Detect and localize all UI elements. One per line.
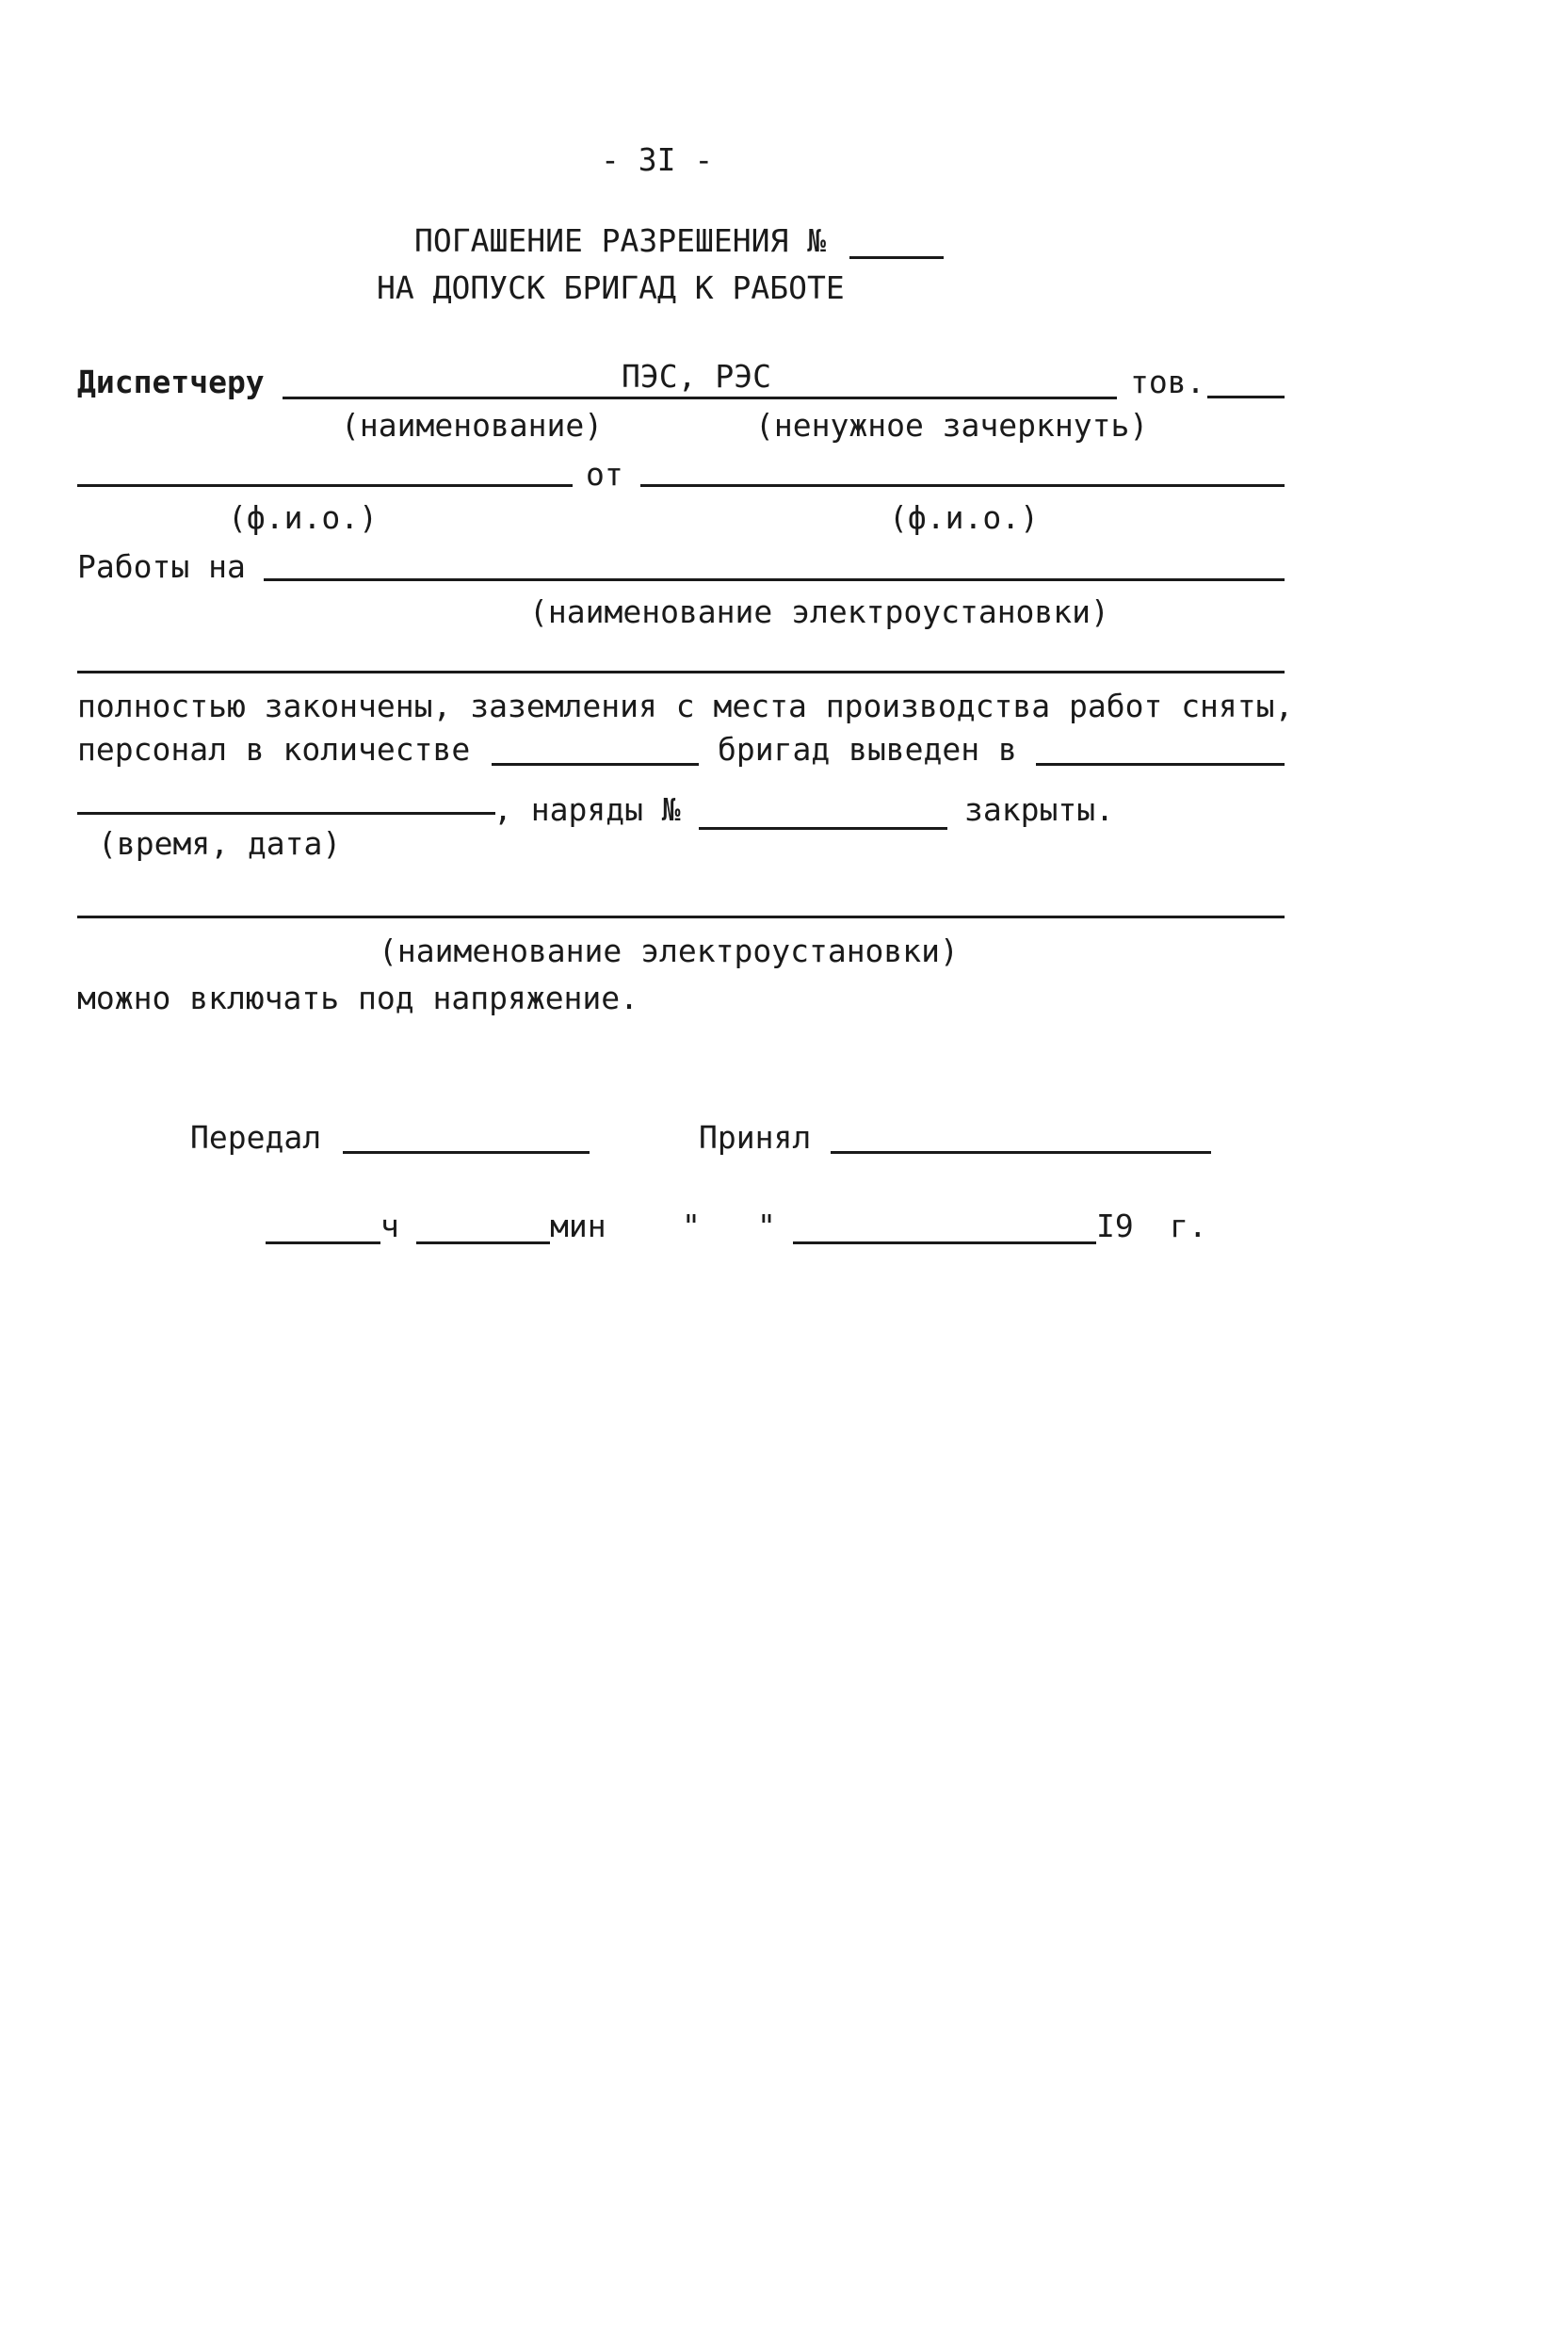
- minutes-label: мин: [550, 1208, 606, 1244]
- received-signature-blank[interactable]: [831, 1151, 1211, 1154]
- personnel-count-label: персонал в количестве: [77, 731, 471, 768]
- caption-installation: (наименование электроустановки): [529, 593, 1109, 630]
- brigades-out-blank[interactable]: [1036, 763, 1285, 766]
- caption-fio-right: (ф.и.о.): [889, 499, 1039, 536]
- date-blank[interactable]: [793, 1241, 1096, 1244]
- sender-fio-blank[interactable]: [640, 484, 1285, 487]
- orders-label: , наряды №: [493, 791, 681, 828]
- final-line: можно включать под напряжение.: [77, 980, 639, 1016]
- hours-label: ч: [380, 1208, 399, 1244]
- comrade-name-blank[interactable]: [1207, 396, 1285, 398]
- quote-open: ": [682, 1208, 701, 1244]
- minutes-blank[interactable]: [416, 1241, 550, 1244]
- received-label: Принял: [699, 1119, 812, 1156]
- final-installation-blank[interactable]: [77, 916, 1285, 918]
- title-line-2: НА ДОПУСК БРИГАД К РАБОТЕ: [377, 269, 845, 306]
- comrade-label: тов.: [1130, 364, 1205, 400]
- orders-number-blank[interactable]: [699, 827, 947, 830]
- recipient-fio-blank[interactable]: [77, 484, 573, 487]
- from-label: от: [586, 456, 623, 493]
- installation-blank-continued[interactable]: [77, 671, 1285, 673]
- dispatcher-org-value: ПЭС, РЭС: [622, 358, 771, 395]
- body-line-1: полностью закончены, заземления с места производства работ сняты,: [77, 688, 1294, 724]
- caption-strike: (ненужное зачеркнуть): [755, 407, 1149, 444]
- time-date-blank[interactable]: [77, 812, 495, 815]
- caption-time-date: (время, дата): [98, 825, 342, 862]
- dispatcher-org-field[interactable]: [283, 358, 1117, 401]
- sent-label: Передал: [190, 1119, 322, 1156]
- page-number: - 3I -: [601, 141, 714, 178]
- hours-blank[interactable]: [266, 1241, 380, 1244]
- caption-name: (наименование): [341, 407, 604, 444]
- installation-blank[interactable]: [264, 578, 1285, 581]
- personnel-count-blank[interactable]: [492, 763, 699, 766]
- permit-number-blank[interactable]: [849, 256, 944, 259]
- caption-fio-left: (ф.и.о.): [228, 499, 378, 536]
- dispatcher-org-line: [283, 397, 1117, 399]
- quote-close: ": [757, 1208, 776, 1244]
- closed-label: закрыты.: [964, 791, 1114, 828]
- sent-signature-blank[interactable]: [343, 1151, 590, 1154]
- brigades-out-label: бригад выведен в: [718, 731, 1017, 768]
- works-on-label: Работы на: [77, 548, 246, 585]
- caption-final-installation: (наименование электроустановки): [379, 933, 959, 969]
- dispatcher-label: Диспетчеру: [77, 364, 265, 400]
- year-suffix: г.: [1170, 1208, 1207, 1244]
- year-prefix: I9: [1096, 1208, 1134, 1244]
- title-line-1: ПОГАШЕНИЕ РАЗРЕШЕНИЯ №: [414, 222, 827, 259]
